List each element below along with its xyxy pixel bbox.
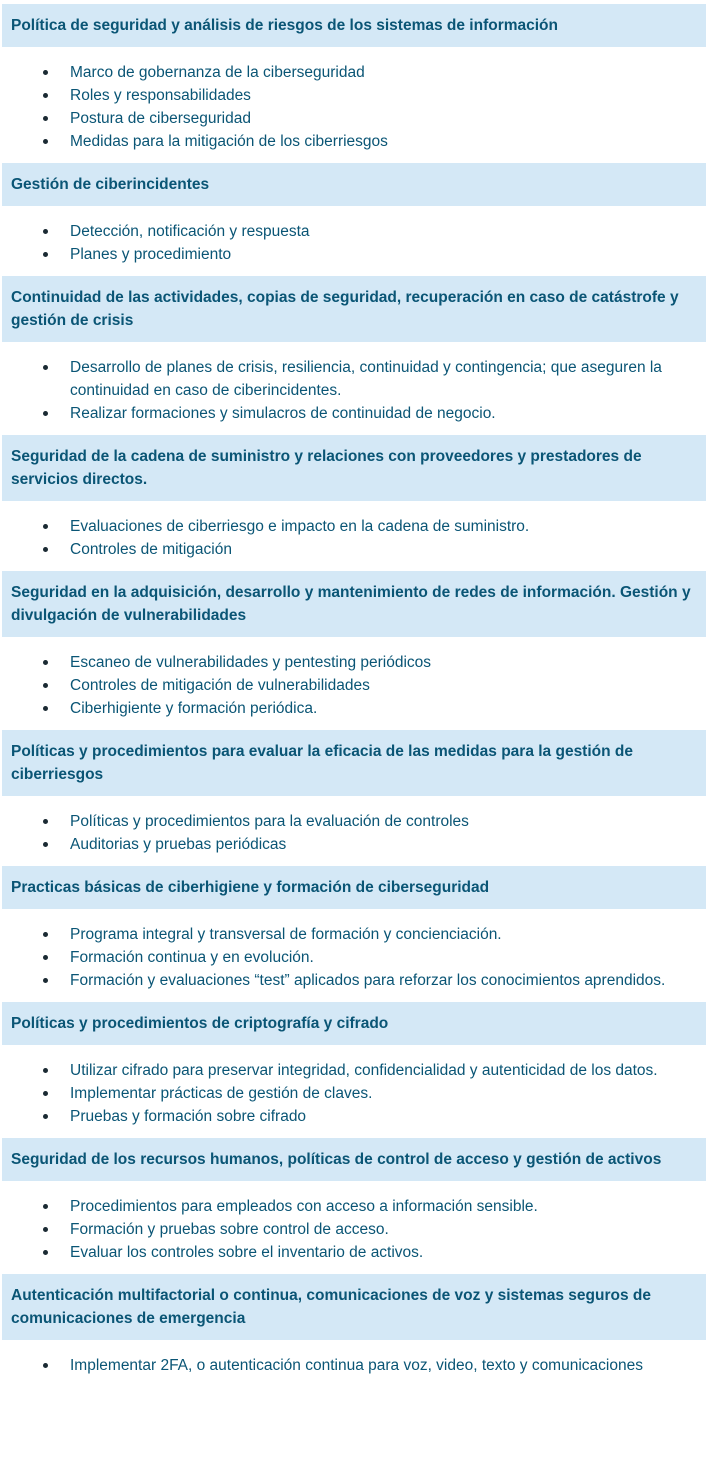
section-heading: Políticas y procedimientos para evaluar la eficacia de las medidas para la gestión de ciberriesgos (2, 730, 706, 796)
section-incident-management (0, 163, 712, 266)
bullet-list (0, 47, 712, 153)
list-item: Auditorias y pruebas periódicas (0, 833, 704, 856)
list-item: Formación y pruebas sobre control de acceso. (0, 1218, 704, 1241)
section-heading: Seguridad de la cadena de suministro y relaciones con proveedores y prestadores de servicios directos. (2, 435, 706, 501)
section-security-policy (0, 4, 712, 153)
list-item: Evaluaciones de ciberriesgo e impacto en la cadena de suministro. (0, 515, 704, 538)
list-item: Evaluar los controles sobre el inventario de activos. (0, 1241, 704, 1264)
list-item: Marco de gobernanza de la ciberseguridad (0, 61, 704, 84)
bullet-list (0, 637, 712, 720)
list-item: Formación continua y en evolución. (0, 946, 704, 969)
list-item: Pruebas y formación sobre cifrado (0, 1105, 704, 1128)
list-item: Utilizar cifrado para preservar integridad, confidencialidad y autenticidad de los datos. (0, 1059, 704, 1082)
list-item: Planes y procedimiento (0, 243, 704, 266)
bullet-list (0, 501, 712, 561)
bullet-list (0, 1045, 712, 1128)
bullet-list (0, 796, 712, 856)
section-effectiveness-evaluation (0, 730, 712, 856)
section-heading: Autenticación multifactorial o continua, comunicaciones de voz y sistemas seguros de comunicaciones de emergencia (2, 1274, 706, 1340)
list-item: Controles de mitigación (0, 538, 704, 561)
list-item: Implementar 2FA, o autenticación continua para voz, video, texto y comunicaciones (0, 1354, 704, 1377)
bullet-list (0, 342, 712, 425)
list-item: Ciberhigiente y formación periódica. (0, 697, 704, 720)
list-item: Políticas y procedimientos para la evaluación de controles (0, 810, 704, 833)
section-business-continuity (0, 276, 712, 425)
list-item: Detección, notificación y respuesta (0, 220, 704, 243)
section-network-acquisition (0, 571, 712, 720)
list-item: Desarrollo de planes de crisis, resiliencia, continuidad y contingencia; que aseguren la continuidad en caso de ciberincidentes. (0, 356, 704, 402)
list-item: Implementar prácticas de gestión de claves. (0, 1082, 704, 1105)
section-heading: Seguridad en la adquisición, desarrollo y mantenimiento de redes de información. Gestión y divulgación de vulnerabilidades (2, 571, 706, 637)
bullet-list (0, 1181, 712, 1264)
section-supply-chain (0, 435, 712, 561)
section-cyber-hygiene (0, 866, 712, 992)
section-cryptography (0, 1002, 712, 1128)
section-heading: Practicas básicas de ciberhigiene y formación de ciberseguridad (2, 866, 706, 909)
bullet-list (0, 1340, 712, 1377)
section-heading: Gestión de ciberincidentes (2, 163, 706, 206)
section-human-resources (0, 1138, 712, 1264)
list-item: Medidas para la mitigación de los ciberriesgos (0, 130, 704, 153)
list-item: Controles de mitigación de vulnerabilidades (0, 674, 704, 697)
section-heading: Seguridad de los recursos humanos, políticas de control de acceso y gestión de activos (2, 1138, 706, 1181)
section-heading: Continuidad de las actividades, copias de seguridad, recuperación en caso de catástrofe y gestión de crisis (2, 276, 706, 342)
section-authentication (0, 1274, 712, 1377)
bullet-list (0, 206, 712, 266)
bullet-list (0, 909, 712, 992)
section-heading: Políticas y procedimientos de criptografía y cifrado (2, 1002, 706, 1045)
list-item: Postura de ciberseguridad (0, 107, 704, 130)
list-item: Programa integral y transversal de formación y concienciación. (0, 923, 704, 946)
list-item: Formación y evaluaciones “test” aplicados para reforzar los conocimientos aprendidos. (0, 969, 704, 992)
list-item: Procedimientos para empleados con acceso a información sensible. (0, 1195, 704, 1218)
section-heading: Política de seguridad y análisis de riesgos de los sistemas de información (2, 4, 706, 47)
list-item: Roles y responsabilidades (0, 84, 704, 107)
list-item: Realizar formaciones y simulacros de continuidad de negocio. (0, 402, 704, 425)
list-item: Escaneo de vulnerabilidades y pentesting periódicos (0, 651, 704, 674)
